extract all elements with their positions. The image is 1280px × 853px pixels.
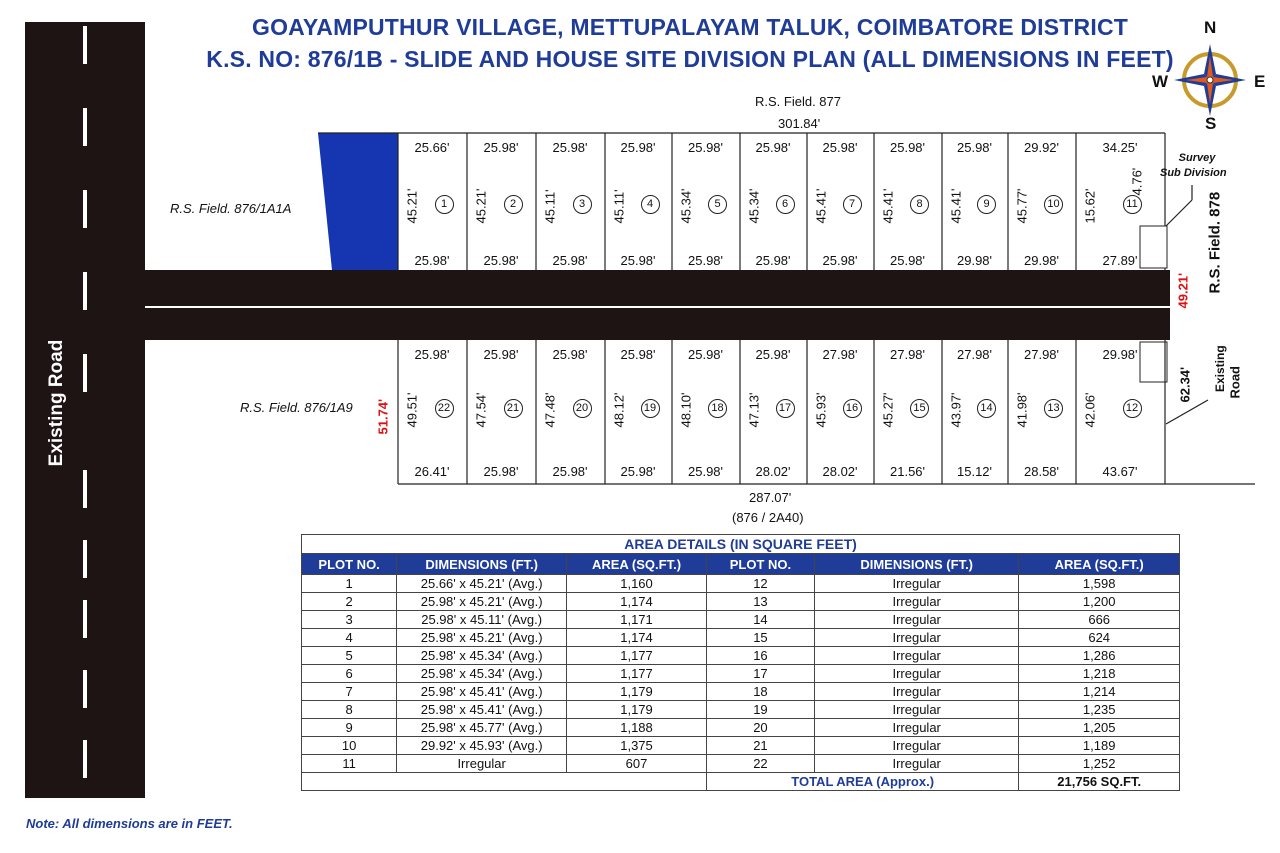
table-cell: 25.66' x 45.21' (Avg.) xyxy=(397,575,567,593)
table-cell: 25.98' x 45.41' (Avg.) xyxy=(397,683,567,701)
table-cell: Irregular xyxy=(814,737,1018,755)
plot-bottom-dimension: 25.98' xyxy=(822,253,858,268)
existing-road-right-2: Road xyxy=(1227,366,1243,399)
table-caption: AREA DETAILS (IN SQUARE FEET) xyxy=(302,535,1180,554)
plot-depth-dimension: 15.62' xyxy=(1082,188,1098,224)
plot-number-badge: 7 xyxy=(843,195,862,214)
table-cell: Irregular xyxy=(814,683,1018,701)
plot-depth-dimension: 47.13' xyxy=(746,392,762,428)
east-depth-label: 62.34' xyxy=(1177,366,1193,403)
table-cell: 1,286 xyxy=(1019,647,1180,665)
table-cell: 1,214 xyxy=(1019,683,1180,701)
plot-depth-dimension: 48.10' xyxy=(678,392,694,428)
plot-number-badge: 20 xyxy=(573,399,592,418)
plot-depth-dimension: 45.34' xyxy=(678,188,694,224)
table-cell: 1,598 xyxy=(1019,575,1180,593)
road-pointer-line xyxy=(1166,400,1208,424)
plot-top-dimension: 27.98' xyxy=(890,347,926,362)
plot-top-dimension: 29.98' xyxy=(1102,347,1138,362)
plot-number-badge: 13 xyxy=(1044,399,1063,418)
plot-top-dimension: 25.98' xyxy=(755,140,791,155)
table-cell: 20 xyxy=(706,719,814,737)
plot-bottom-dimension: 28.02' xyxy=(755,464,791,479)
table-header-cell: AREA (SQ.FT.) xyxy=(567,554,707,575)
plot-number-badge: 14 xyxy=(977,399,996,418)
plot-bottom-dimension: 25.98' xyxy=(755,253,791,268)
plot-bottom-dimension: 26.41' xyxy=(414,464,450,479)
north-length-label: 301.84' xyxy=(778,116,821,131)
plot-bottom-dimension: 25.98' xyxy=(688,464,724,479)
plot-number-badge: 19 xyxy=(641,399,660,418)
plot-number-badge: 6 xyxy=(776,195,795,214)
table-cell: 624 xyxy=(1019,629,1180,647)
plot-top-dimension: 25.98' xyxy=(620,140,656,155)
road-dash xyxy=(83,600,87,638)
table-cell: 10 xyxy=(302,737,397,755)
table-cell: 17 xyxy=(706,665,814,683)
table-header-cell: DIMENSIONS (FT.) xyxy=(814,554,1018,575)
table-cell: 6 xyxy=(302,665,397,683)
plot-number-badge: 22 xyxy=(435,399,454,418)
table-header-cell: DIMENSIONS (FT.) xyxy=(397,554,567,575)
table-cell: 2 xyxy=(302,593,397,611)
south-field-label: (876 / 2A40) xyxy=(732,510,804,525)
survey-label-2: Sub Division xyxy=(1160,167,1227,179)
table-cell: 3 xyxy=(302,611,397,629)
compass-south-label: S xyxy=(1205,114,1217,133)
table-cell: 12 xyxy=(706,575,814,593)
table-cell: 5 xyxy=(302,647,397,665)
plot-depth-dimension: 41.98' xyxy=(1014,392,1030,428)
table-cell: 1,235 xyxy=(1019,701,1180,719)
existing-road-label: Existing Road xyxy=(46,339,67,467)
plot-bottom-dimension: 25.98' xyxy=(552,464,588,479)
table-header-cell: AREA (SQ.FT.) xyxy=(1019,554,1180,575)
table-cell: 1 xyxy=(302,575,397,593)
table-cell: 607 xyxy=(567,755,707,773)
plot-bottom-dimension: 28.02' xyxy=(822,464,858,479)
plot-depth-dimension: 45.34' xyxy=(746,188,762,224)
table-cell: 1,174 xyxy=(567,593,707,611)
table-cell: 15 xyxy=(706,629,814,647)
plot-bottom-dimension: 28.58' xyxy=(1024,464,1060,479)
table-header-cell: PLOT NO. xyxy=(302,554,397,575)
table-cell: 1,189 xyxy=(1019,737,1180,755)
existing-road-right-1: Existing xyxy=(1213,345,1227,392)
plot-number-badge: 16 xyxy=(843,399,862,418)
plot-top-dimension: 27.98' xyxy=(1024,347,1060,362)
plot-number-badge: 17 xyxy=(776,399,795,418)
table-cell: Irregular xyxy=(814,755,1018,773)
west-field-top-label: R.S. Field. 876/1A1A xyxy=(170,201,292,216)
table-cell: 25.98' x 45.21' (Avg.) xyxy=(397,593,567,611)
plot-number-badge: 2 xyxy=(504,195,523,214)
plot-top-dimension: 25.98' xyxy=(688,140,724,155)
road-dash xyxy=(83,670,87,708)
table-cell: 1,160 xyxy=(567,575,707,593)
plot-number-badge: 3 xyxy=(573,195,592,214)
table-cell: 1,375 xyxy=(567,737,707,755)
table-cell: Irregular xyxy=(814,611,1018,629)
table-cell: 1,188 xyxy=(567,719,707,737)
plot-top-dimension: 25.98' xyxy=(957,140,993,155)
plot-top-dimension: 27.98' xyxy=(957,347,993,362)
plot-top-dimension: 25.98' xyxy=(620,347,656,362)
table-cell: 666 xyxy=(1019,611,1180,629)
table-cell: Irregular xyxy=(814,665,1018,683)
table-cell: 22 xyxy=(706,755,814,773)
plot-depth-dimension: 43.97' xyxy=(948,392,964,428)
west-depth-label: 51.74' xyxy=(375,398,391,435)
table-row xyxy=(302,593,1180,611)
table-cell: Irregular xyxy=(814,575,1018,593)
table-row xyxy=(302,701,1180,719)
compass-north-label: N xyxy=(1204,18,1217,37)
plot-depth-dimension: 47.54' xyxy=(473,392,489,428)
table-cell: 21 xyxy=(706,737,814,755)
table-cell: 25.98' x 45.34' (Avg.) xyxy=(397,647,567,665)
north-field-label: R.S. Field. 877 xyxy=(755,94,841,109)
plot-top-dimension: 25.98' xyxy=(822,140,858,155)
compass-west-label: W xyxy=(1152,72,1169,91)
table-cell: 25.98' x 45.41' (Avg.) xyxy=(397,701,567,719)
table-cell: 1,179 xyxy=(567,701,707,719)
plot-depth-dimension: 45.93' xyxy=(813,392,829,428)
plot11-extra-label: 4.76' xyxy=(1129,167,1145,196)
plot-depth-dimension: 49.51' xyxy=(404,392,420,428)
plot-depth-dimension: 45.41' xyxy=(880,188,896,224)
area-details-table xyxy=(301,534,1180,791)
plot-number-badge: 11 xyxy=(1123,195,1142,214)
table-cell: 1,205 xyxy=(1019,719,1180,737)
plot-bottom-dimension: 15.12' xyxy=(957,464,993,479)
table-cell: Irregular xyxy=(397,755,567,773)
title-line-2: K.S. NO: 876/1B - SLIDE AND HOUSE SITE DIVISION PLAN (ALL DIMENSIONS IN FEET) xyxy=(206,46,1174,72)
table-cell: 13 xyxy=(706,593,814,611)
table-row xyxy=(302,647,1180,665)
plot-bottom-dimension: 25.98' xyxy=(483,464,519,479)
south-length-label: 287.07' xyxy=(749,490,792,505)
compass-east-label: E xyxy=(1254,72,1266,91)
table-cell: 1,177 xyxy=(567,647,707,665)
table-cell: Irregular xyxy=(814,629,1018,647)
table-cell: 4 xyxy=(302,629,397,647)
table-row xyxy=(302,755,1180,773)
table-cell: 25.98' x 45.77' (Avg.) xyxy=(397,719,567,737)
table-cell: 1,218 xyxy=(1019,665,1180,683)
total-area-value: 21,756 SQ.FT. xyxy=(1019,773,1180,791)
plot-depth-dimension: 45.41' xyxy=(948,188,964,224)
plot-number-badge: 18 xyxy=(708,399,727,418)
plot-top-dimension: 25.98' xyxy=(755,347,791,362)
table-cell: 1,200 xyxy=(1019,593,1180,611)
plot-bottom-dimension: 25.98' xyxy=(688,253,724,268)
plot-depth-dimension: 47.48' xyxy=(542,392,558,428)
plot-depth-dimension: 42.06' xyxy=(1082,392,1098,428)
table-row xyxy=(302,629,1180,647)
plot-depth-dimension: 45.11' xyxy=(611,189,627,224)
plot-top-dimension: 25.98' xyxy=(552,140,588,155)
survey-stone-box xyxy=(1140,342,1167,382)
plot-number-badge: 8 xyxy=(910,195,929,214)
table-cell: Irregular xyxy=(814,701,1018,719)
plot-bottom-dimension: 25.98' xyxy=(890,253,926,268)
plot-bottom-dimension: 25.98' xyxy=(620,253,656,268)
plot-bottom-dimension: 25.98' xyxy=(552,253,588,268)
plot-number-badge: 1 xyxy=(435,195,454,214)
plot-top-dimension: 25.66' xyxy=(414,140,450,155)
plot-bottom-dimension: 21.56' xyxy=(890,464,926,479)
plot-depth-dimension: 45.41' xyxy=(813,188,829,224)
plot-depth-dimension: 45.11' xyxy=(542,189,558,224)
table-cell: 14 xyxy=(706,611,814,629)
plot-depth-dimension: 45.21' xyxy=(404,188,420,224)
east-field-label: R.S. Field. 878 xyxy=(1206,191,1224,294)
plot-number-badge: 10 xyxy=(1044,195,1063,214)
blue-wedge-area xyxy=(318,133,398,270)
road-dash xyxy=(83,740,87,778)
plot-number-badge: 15 xyxy=(910,399,929,418)
plot-depth-dimension: 45.27' xyxy=(880,392,896,428)
plot-bottom-dimension: 25.98' xyxy=(620,464,656,479)
table-row xyxy=(302,719,1180,737)
plot-bottom-dimension: 25.98' xyxy=(414,253,450,268)
plot-bottom-dimension: 29.98' xyxy=(1024,253,1060,268)
road-dash xyxy=(83,540,87,578)
table-cell: 1,174 xyxy=(567,629,707,647)
plot-bottom-dimension: 27.89' xyxy=(1102,253,1138,268)
table-row xyxy=(302,575,1180,593)
plot-number-badge: 5 xyxy=(708,195,727,214)
plot-depth-dimension: 45.21' xyxy=(473,188,489,224)
table-cell: 1,179 xyxy=(567,683,707,701)
plot-top-dimension: 25.98' xyxy=(483,140,519,155)
table-row xyxy=(302,737,1180,755)
table-row xyxy=(302,611,1180,629)
table-cell: 11 xyxy=(302,755,397,773)
plot-number-badge: 12 xyxy=(1123,399,1142,418)
table-cell: 29.92' x 45.93' (Avg.) xyxy=(397,737,567,755)
table-cell: Irregular xyxy=(814,647,1018,665)
table-cell: 8 xyxy=(302,701,397,719)
table-cell: 16 xyxy=(706,647,814,665)
table-cell: 1,171 xyxy=(567,611,707,629)
table-cell: 1,252 xyxy=(1019,755,1180,773)
plot-bottom-dimension: 43.67' xyxy=(1102,464,1138,479)
table-row xyxy=(302,665,1180,683)
table-cell: 9 xyxy=(302,719,397,737)
table-cell: 1,177 xyxy=(567,665,707,683)
plot-number-badge: 4 xyxy=(641,195,660,214)
plot-depth-dimension: 48.12' xyxy=(611,392,627,428)
road-width-label: 49.21' xyxy=(1175,272,1191,309)
plot-bottom-dimension: 25.98' xyxy=(483,253,519,268)
plot-depth-dimension: 45.77' xyxy=(1014,188,1030,224)
survey-stone-box xyxy=(1140,226,1167,268)
plot-top-dimension: 25.98' xyxy=(688,347,724,362)
plot-top-dimension: 25.98' xyxy=(483,347,519,362)
table-cell: 25.98' x 45.21' (Avg.) xyxy=(397,629,567,647)
plot-top-dimension: 25.98' xyxy=(552,347,588,362)
table-cell: 19 xyxy=(706,701,814,719)
table-header-cell: PLOT NO. xyxy=(706,554,814,575)
plot-top-dimension: 27.98' xyxy=(822,347,858,362)
table-cell: 7 xyxy=(302,683,397,701)
plot-number-badge: 9 xyxy=(977,195,996,214)
survey-label-1: Survey xyxy=(1178,152,1216,164)
plot-top-dimension: 25.98' xyxy=(414,347,450,362)
survey-pointer-line xyxy=(1166,200,1192,226)
table-cell: 25.98' x 45.11' (Avg.) xyxy=(397,611,567,629)
total-area-label: TOTAL AREA (Approx.) xyxy=(706,773,1018,791)
table-cell: Irregular xyxy=(814,593,1018,611)
table-cell: 18 xyxy=(706,683,814,701)
table-cell: Irregular xyxy=(814,719,1018,737)
title-line-1: GOAYAMPUTHUR VILLAGE, METTUPALAYAM TALUK, COIMBATORE DISTRICT xyxy=(251,14,1128,40)
plot-top-dimension: 25.98' xyxy=(890,140,926,155)
west-field-bottom-label: R.S. Field. 876/1A9 xyxy=(240,400,353,415)
plot-bottom-dimension: 29.98' xyxy=(957,253,993,268)
table-row xyxy=(302,683,1180,701)
plot-number-badge: 21 xyxy=(504,399,523,418)
table-cell: 25.98' x 45.34' (Avg.) xyxy=(397,665,567,683)
plot-top-dimension: 29.92' xyxy=(1024,140,1060,155)
footer-note: Note: All dimensions are in FEET. xyxy=(26,816,233,831)
plot-top-dimension: 34.25' xyxy=(1102,140,1138,155)
